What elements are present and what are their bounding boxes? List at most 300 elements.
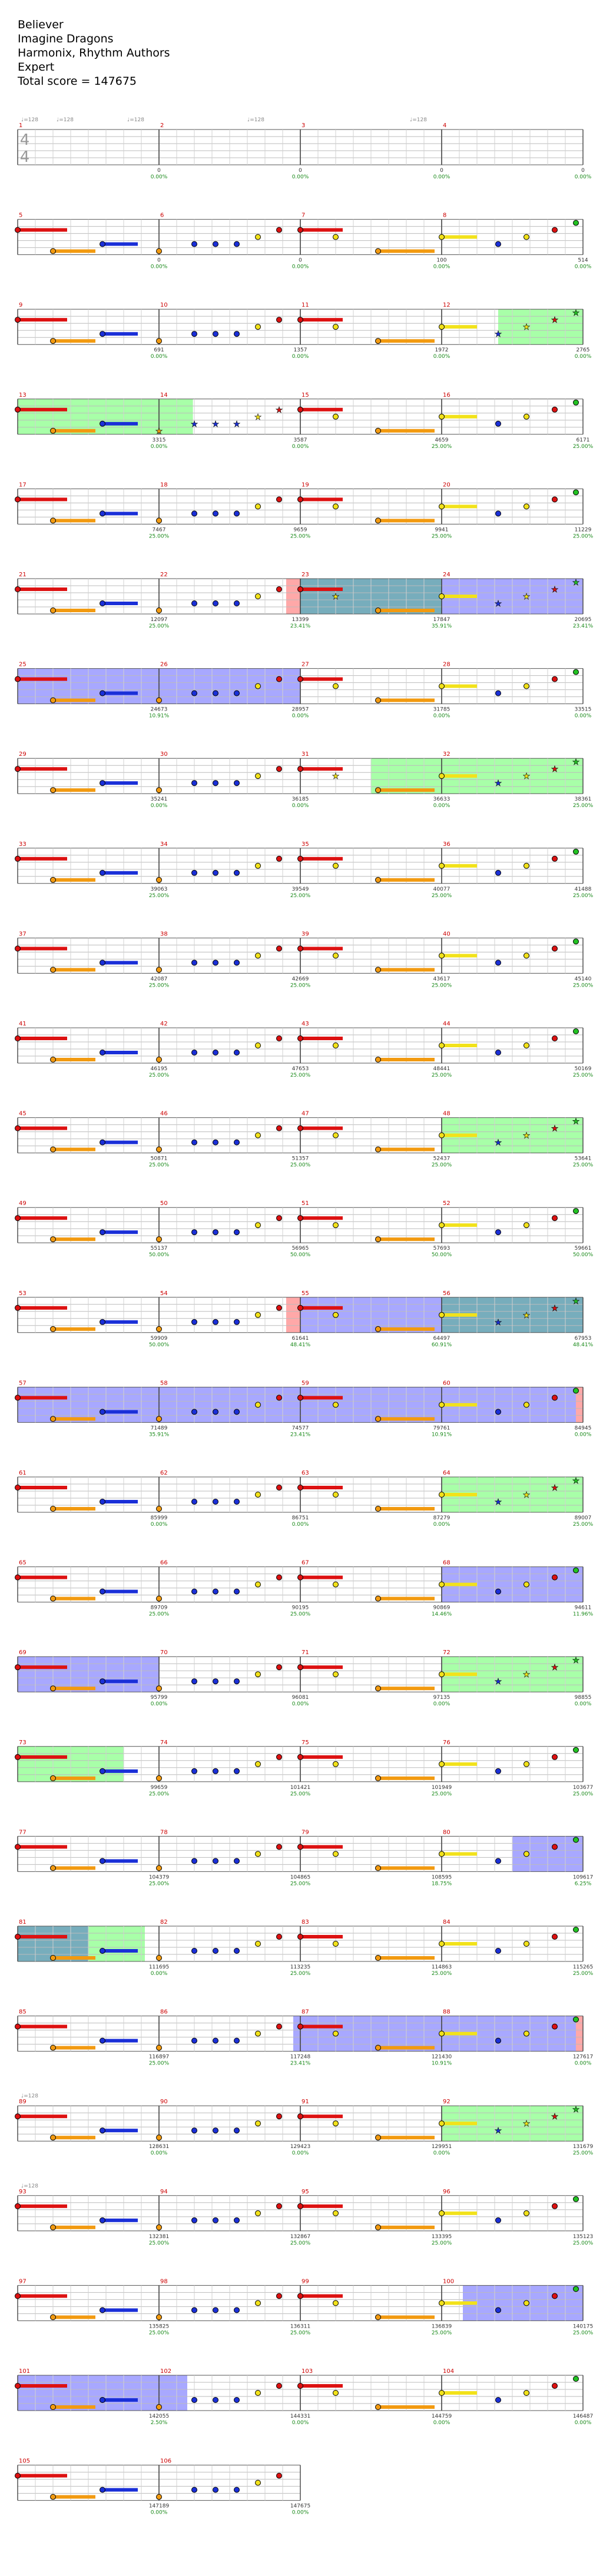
sustain-bar [442,2032,477,2036]
sustain-bar [102,1500,138,1503]
orange-note [157,1956,162,1961]
blue-note [213,331,218,337]
measure-score: 129951 [431,2144,452,2150]
yellow-note [256,774,261,779]
green-note [574,1029,579,1034]
star-note: ★ [572,758,580,768]
measure-number: 27 [302,661,309,668]
star-note: ★ [522,1310,531,1320]
measure-number: 65 [19,1559,26,1566]
blue-note [192,1589,197,1594]
measure-number: 17 [19,482,26,489]
measure-multiplier: 50.00% [290,1252,311,1259]
measure-score: 74577 [291,1425,309,1432]
measure-multiplier: 25.00% [572,1162,594,1169]
measure-score: 67953 [574,1335,592,1342]
measure-score: 48441 [433,1066,450,1072]
orange-note [157,1147,162,1152]
orange-note [51,2494,56,2499]
blue-note [213,511,218,516]
blue-note [213,2218,218,2223]
orange-note [51,2135,56,2140]
measure-score: 55137 [150,1246,168,1252]
measure-score: 116897 [148,2054,170,2060]
sustain-bar [442,864,477,868]
sustain-bar [300,2384,343,2388]
sustain-bar [442,1223,477,1227]
red-note [298,946,303,951]
sustain-bar [300,1935,343,1938]
measure-number: 101 [19,2368,31,2375]
measure-multiplier: 48.41% [572,1342,594,1348]
orange-note [157,1237,162,1242]
sustain-bar [18,587,67,591]
sustain-bar [53,1237,95,1241]
measure-multiplier: 25.00% [572,1522,594,1528]
red-note [298,317,303,323]
measure-score: 4659 [435,437,449,443]
measure-score: 33515 [574,706,592,713]
measure-number: 38 [160,931,168,938]
measure-multiplier: 0.00% [291,2420,309,2426]
measure-score: 42087 [150,976,168,982]
measure-score: 3587 [293,437,307,443]
measure-score: 64497 [433,1335,450,1342]
blue-note [213,2308,218,2313]
red-note [277,1665,282,1670]
blue-note [192,2308,197,2313]
blue-note [192,1319,197,1324]
yellow-note [256,2210,261,2216]
yellow-note [256,234,261,240]
sustain-bar [300,2205,343,2208]
measure-score: 7467 [152,527,166,533]
yellow-note [439,2121,445,2126]
sustain-bar [378,2315,435,2319]
measure-number: 106 [160,2458,172,2465]
measure-number: 84 [443,1919,450,1926]
measure-score: 86751 [291,1515,309,1521]
sustain-bar [18,2384,67,2388]
orange-note [376,1147,381,1152]
blue-note [192,2038,197,2043]
sustain-bar [378,519,435,522]
blue-note [192,1679,197,1684]
measure-number: 69 [19,1649,26,1657]
orange-note [157,2494,162,2499]
star-note: ★ [494,1498,502,1507]
measure-number: 11 [302,302,309,309]
red-note [15,2293,21,2299]
sustain-bar [18,228,67,232]
red-note [15,227,21,233]
blue-note [234,1409,240,1415]
star-note: ★ [211,419,220,429]
measure-number: 54 [160,1290,168,1297]
blue-note [496,2398,501,2403]
blue-note [100,2398,105,2403]
sustain-bar [378,968,435,971]
blue-note [234,601,240,606]
yellow-note [439,1312,445,1317]
orange-note [51,1506,56,1512]
green-note [574,1927,579,1933]
blue-note [234,1050,240,1055]
sustain-bar [300,318,343,321]
star-note: ★ [572,2105,580,2115]
blue-note [192,870,197,875]
star-note: ★ [522,2119,531,2129]
star-section [159,399,193,434]
measure-multiplier: 0.00% [574,174,592,180]
star-note: ★ [190,419,198,429]
measure-number: 78 [160,1829,168,1836]
yellow-note [333,1761,339,1767]
measure-multiplier: 0.00% [433,713,450,719]
orange-note [51,428,56,433]
sustain-bar [378,1866,435,1870]
red-note [277,497,282,502]
measure-score: 90195 [291,1605,309,1611]
measure-score: 99659 [150,1784,168,1791]
green-note [574,849,579,854]
measure-number: 33 [19,841,26,848]
blue-note [192,2218,197,2223]
red-note [15,676,21,682]
tempo-marker: ♩=128 [57,117,74,123]
sustain-bar [300,2114,343,2118]
blue-note [100,1319,105,1324]
measure-score: 41488 [574,886,592,892]
tempo-marker: ♩=128 [21,117,38,123]
blue-note [192,241,197,247]
blue-note [192,1409,197,1415]
measure-score: 57693 [433,1246,450,1252]
red-note [15,1126,21,1131]
orange-note [376,518,381,523]
measure-number: 41 [19,1021,26,1027]
measure-number: 89 [19,2099,26,2106]
measure-number: 93 [19,2188,26,2195]
orange-note [157,2045,162,2050]
measure-multiplier: 0.00% [433,2150,450,2157]
measure-multiplier: 25.00% [572,803,594,809]
sustain-bar [442,235,477,239]
orange-note [376,877,381,882]
red-note [15,1844,21,1850]
sustain-bar [102,2398,138,2402]
measure-multiplier: 25.00% [290,1162,311,1169]
measure-multiplier: 50.00% [148,1342,170,1348]
sustain-bar [53,2226,95,2229]
orange-note [51,2315,56,2320]
blue-note [100,1768,105,1774]
star-note: ★ [522,1131,531,1141]
time-signature-denominator: 4 [19,148,30,166]
blue-note [213,1140,218,1145]
star-note: ★ [494,1317,502,1327]
sustain-bar [378,609,435,612]
sustain-bar [102,1949,138,1953]
red-note [298,1036,303,1041]
sustain-bar [378,429,435,433]
red-note [298,1844,303,1850]
yellow-note [333,1402,339,1407]
measure-score: 109617 [572,1874,594,1881]
measure-number: 88 [443,2009,450,2016]
measure-number: 83 [302,1919,309,1926]
measure-score: 146487 [572,2414,594,2419]
yellow-note [524,2031,529,2036]
orange-note [376,698,381,703]
sustain-bar [442,1942,477,1946]
tempo-marker: ♩=128 [21,2093,38,2100]
blue-note [192,1768,197,1774]
orange-note [51,2405,56,2410]
measure-number: 72 [443,1649,450,1657]
orange-note [376,1686,381,1691]
time-signature-numerator: 4 [19,131,30,149]
yellow-note [256,504,261,509]
measure-score: 50871 [150,1156,168,1162]
orange-note [51,1057,56,1063]
orange-note [157,698,162,703]
measure-multiplier: 25.00% [148,623,170,629]
sustain-bar [53,609,95,612]
sustain-bar [442,1313,477,1317]
orange-note [157,1326,162,1332]
green-note [574,1568,579,1573]
sustain-bar [300,2294,343,2298]
yellow-note [439,774,445,779]
blue-note [192,781,197,786]
red-note [552,1844,558,1850]
sustain-bar [53,2495,95,2499]
yellow-note [439,324,445,330]
measure-score: 0 [299,257,302,264]
sustain-bar [102,1590,138,1594]
red-note [298,1485,303,1491]
sustain-bar [300,1486,343,1489]
star-note: ★ [522,323,531,333]
star-note: ★ [332,772,340,782]
star-note: ★ [551,1124,559,1134]
red-note [15,1575,21,1580]
measure-score: 0 [299,168,302,174]
sustain-bar [53,788,95,792]
blue-note [213,2128,218,2133]
sustain-bar [18,1306,67,1310]
measure-multiplier: 0.00% [150,803,168,809]
sustain-bar [53,1058,95,1061]
blue-note [192,1230,197,1235]
red-note [277,587,282,592]
measure-number: 63 [302,1470,309,1476]
sustain-bar [442,685,477,688]
orange-note [157,338,162,344]
measure-multiplier: 25.00% [572,1073,594,1078]
sustain-bar [102,243,138,246]
measure-number: 2 [160,122,164,129]
measure-multiplier: 0.00% [291,1522,309,1528]
blue-note [496,960,501,965]
measure-number: 76 [443,1739,450,1746]
blue-note [100,1499,105,1505]
measure-score: 1357 [293,347,307,354]
measure-multiplier: 10.91% [431,1432,452,1438]
orange-note [157,608,162,613]
star-note: ★ [572,1476,580,1486]
sustain-bar [300,857,343,861]
blue-note [213,1319,218,1324]
yellow-note [256,2480,261,2485]
measure-number: 90 [160,2099,168,2106]
measure-score: 132867 [290,2233,311,2240]
yellow-note [524,2210,529,2216]
measure-multiplier: 25.00% [290,2240,311,2246]
measure-number: 56 [443,1290,450,1297]
red-note [552,1216,558,1221]
measure-number: 96 [443,2188,450,2195]
blue-note [213,2398,218,2403]
sustain-bar [442,1762,477,1766]
blue-note [496,1409,501,1415]
measure-score: 52437 [433,1156,450,1162]
measure-number: 77 [19,1829,26,1836]
yellow-note [256,2391,261,2396]
measure-multiplier: 10.91% [148,713,170,719]
measure-number: 12 [443,302,450,309]
yellow-note [256,683,261,689]
blue-note [100,1409,105,1415]
star-note: ★ [275,405,283,415]
measure-multiplier: 11.96% [572,1611,594,1618]
measure-multiplier: 0.00% [433,354,450,360]
yellow-note [439,1941,445,1947]
blue-note [192,1499,197,1505]
orange-note [376,1956,381,1961]
measure-number: 1 [19,122,23,129]
measure-number: 61 [19,1470,26,1476]
measure-score: 59661 [574,1246,592,1252]
red-note [277,676,282,682]
blue-note [100,601,105,606]
blue-note [234,781,240,786]
sustain-bar [102,1230,138,1234]
measure-multiplier: 25.00% [572,892,594,899]
sustain-bar [18,1216,67,1220]
orange-note [51,698,56,703]
measure-score: 136839 [431,2323,452,2330]
green-note [574,2017,579,2022]
measure-multiplier: 25.00% [431,1791,452,1797]
measure-multiplier: 0.00% [291,2509,309,2516]
measure-number: 81 [19,1919,26,1926]
measure-number: 85 [19,2009,26,2016]
sustain-bar [53,1417,95,1420]
yellow-note [439,414,445,419]
blue-note [496,1768,501,1774]
sustain-bar [442,1493,477,1496]
measure-number: 6 [160,212,164,219]
yellow-note [524,234,529,240]
measure-number: 4 [443,122,447,129]
blue-note [192,691,197,696]
blue-note [213,960,218,965]
blue-note [100,1140,105,1145]
sustain-bar [300,1396,343,1399]
measure-multiplier: 23.41% [290,623,311,629]
measure-multiplier: 50.00% [431,1252,452,1259]
red-note [277,1844,282,1850]
yellow-note [256,1851,261,1857]
orange-note [157,1057,162,1063]
sustain-bar [378,2046,435,2050]
measure-multiplier: 0.00% [291,803,309,809]
measure-multiplier: 0.00% [150,264,168,270]
sustain-bar [102,781,138,785]
star-note: ★ [494,1677,502,1687]
red-note [552,1036,558,1041]
measure-score: 0 [157,168,161,174]
red-note [15,1395,21,1400]
red-note [277,1485,282,1491]
solo-section [293,2016,300,2051]
measure-score: 135825 [148,2323,170,2330]
sustain-bar [300,947,343,950]
measure-number: 15 [302,391,309,399]
red-note [15,2024,21,2029]
star-note: ★ [551,765,559,775]
star-note: ★ [551,1663,559,1673]
sustain-bar [18,1665,67,1669]
green-note [574,1209,579,1214]
measure-score: 11229 [574,527,592,533]
star-note: ★ [494,2126,502,2136]
green-note [574,2376,579,2382]
sustain-bar [102,2039,138,2043]
measure-score: 89709 [150,1605,168,1611]
yellow-note [439,2391,445,2396]
measure-score: 51357 [291,1156,309,1162]
blue-note [213,2487,218,2492]
song-title: Believer [18,18,64,31]
sustain-bar [378,699,435,702]
green-note [574,939,579,944]
measure-multiplier: 0.00% [150,2509,168,2516]
red-note [298,1575,303,1580]
sustain-bar [102,1770,138,1773]
orange-note [51,1686,56,1691]
orange-note [376,248,381,254]
measure-multiplier: 0.00% [291,713,309,719]
measure-multiplier: 25.00% [148,982,170,989]
blue-note [234,2218,240,2223]
measure-multiplier: 25.00% [572,982,594,989]
measure-number: 8 [443,212,447,219]
sustain-bar [442,1403,477,1406]
sustain-bar [18,1486,67,1489]
red-note [15,766,21,772]
star-section [88,1926,145,1961]
orange-note [376,1237,381,1242]
star-note: ★ [551,585,559,595]
star-note: ★ [332,592,340,602]
yellow-note [256,594,261,599]
red-note [277,2384,282,2389]
star-note: ★ [254,412,262,422]
yellow-note [524,504,529,509]
